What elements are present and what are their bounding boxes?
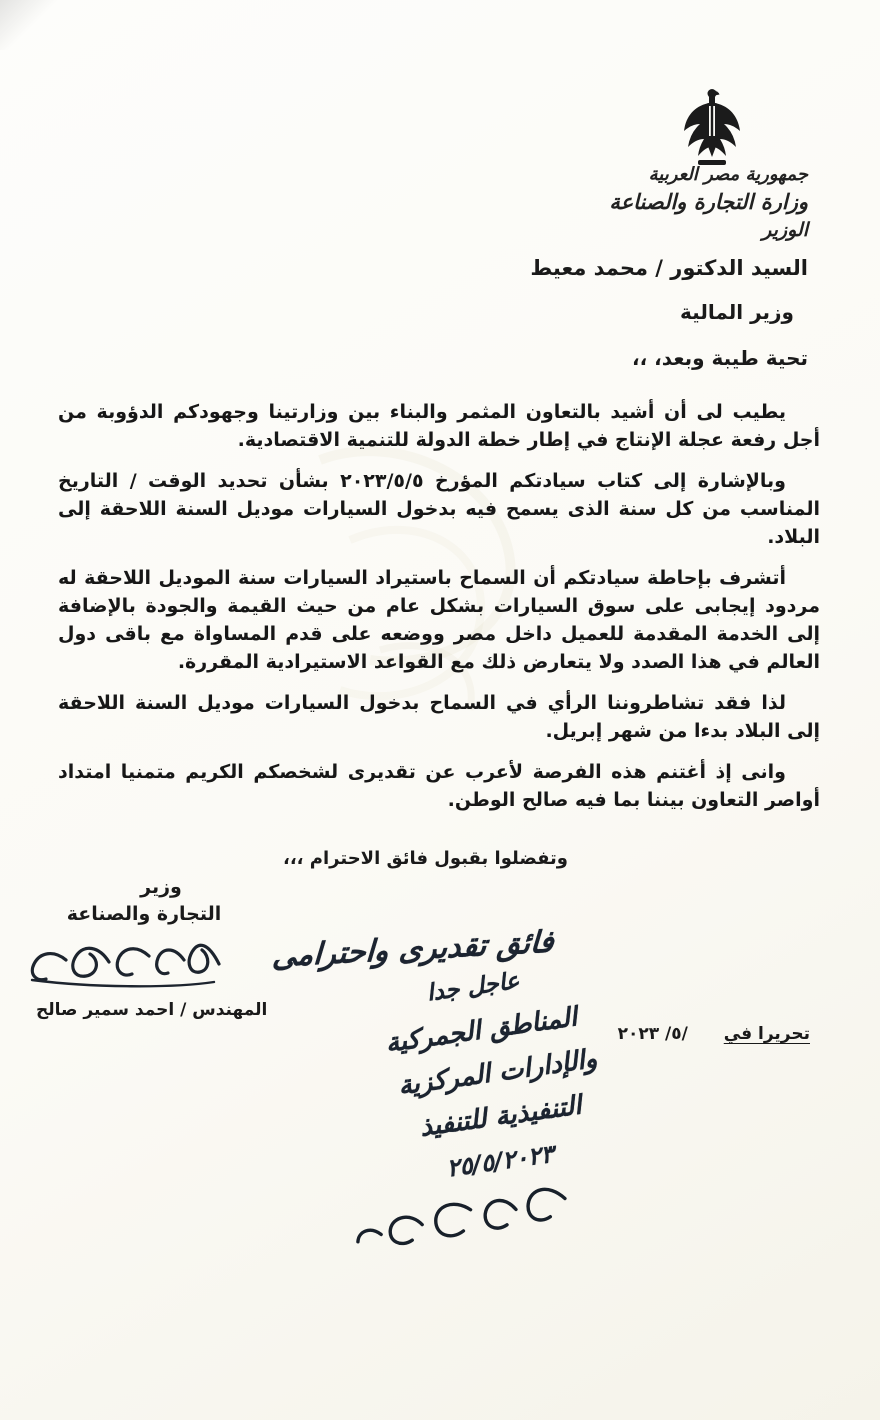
date-value: /٥/ ٢٠٢٣	[617, 1024, 688, 1044]
handwritten-approval-note: فائق تقديرى واحترامى	[271, 924, 555, 975]
handwritten-note-1: عاجل جدا	[425, 967, 521, 1007]
letterhead	[609, 164, 808, 241]
signature-name-line: المهندس / احمد سمير صالح	[36, 1000, 268, 1020]
handwritten-notes	[219, 949, 624, 1278]
handwritten-note-3: والإدارات المركزية	[396, 1043, 599, 1102]
addressee-title: وزير المالية	[680, 300, 794, 324]
closing-line: وتفضلوا بقبول فائق الاحترام ،،،	[283, 848, 568, 869]
signature-title-line2: التجارة والصناعة	[66, 903, 222, 925]
letterhead-country: جمهورية مصر العربية	[648, 164, 808, 185]
body-paragraph-3: أتشرف بإحاطة سيادتكم أن السماح باستيراد السيارات سنة الموديل اللاحقة له مردود إيجابى على سوق السيارات بشكل عام من حيث القيمة والجودة بالإضافة إلى الخدمة المقدمة للعميل داخل مصر ووضعه على قدم المساواة مع باقى دول العالم في هذا الصدد ولا يتعارض ذلك مع القواعد الاستيرادية المقررة.	[58, 567, 820, 673]
signature-title-line1: وزير	[140, 876, 182, 898]
egypt-eagle-emblem	[679, 86, 745, 170]
signature-icon	[14, 926, 229, 994]
date-line	[618, 1024, 810, 1044]
body-paragraph-4: لذا فقد تشاطروننا الرأي في السماح بدخول السيارات موديل السنة اللاحقة إلى البلاد بدءا من شهر إبريل.	[58, 692, 820, 742]
body-paragraph-2: وبالإشارة إلى كتاب سيادتكم المؤرخ ٢٠٢٣/٥/٥ بشأن تحديد الوقت / التاريخ المناسب من كل سنة الذى يسمح فيه بدخول السيارات موديل السنة اللاحقة إلى البلاد.	[58, 470, 820, 548]
corner-fold-mark	[0, 0, 80, 50]
body-paragraph-1: يطيب لى أن أشيد بالتعاون المثمر والبناء بين وزارتينا وجهودكم الدؤوبة من أجل رفعة عجلة الإنتاج في إطار خطة الدولة للتنمية الاقتصادية.	[58, 401, 820, 451]
handwritten-note-4: التنفيذية للتنفيذ	[418, 1090, 584, 1143]
addressee-name: السيد الدكتور / محمد معيط	[530, 256, 808, 280]
eagle-icon	[679, 86, 745, 170]
letterhead-ministry: وزارة التجارة والصناعة	[609, 190, 808, 214]
body-paragraph-5: وانى إذ أغتنم هذه الفرصة لأعرب عن تقديرى لشخصكم الكريم متمنيا امتداد أواصر التعاون بيننا بما فيه صالح الوطن.	[58, 761, 820, 811]
date-label: تحريرا في	[723, 1024, 810, 1044]
letter-body	[58, 398, 820, 827]
minister-signature-scribble	[14, 926, 229, 994]
letterhead-office: الوزير	[762, 219, 808, 241]
handwritten-note-2: المناطق الجمركية	[383, 1002, 579, 1059]
handwritten-note-5: ٢٥/٥/٢٠٢٣	[444, 1139, 556, 1183]
greeting-line: تحية طيبة وبعد، ،،	[632, 346, 808, 370]
